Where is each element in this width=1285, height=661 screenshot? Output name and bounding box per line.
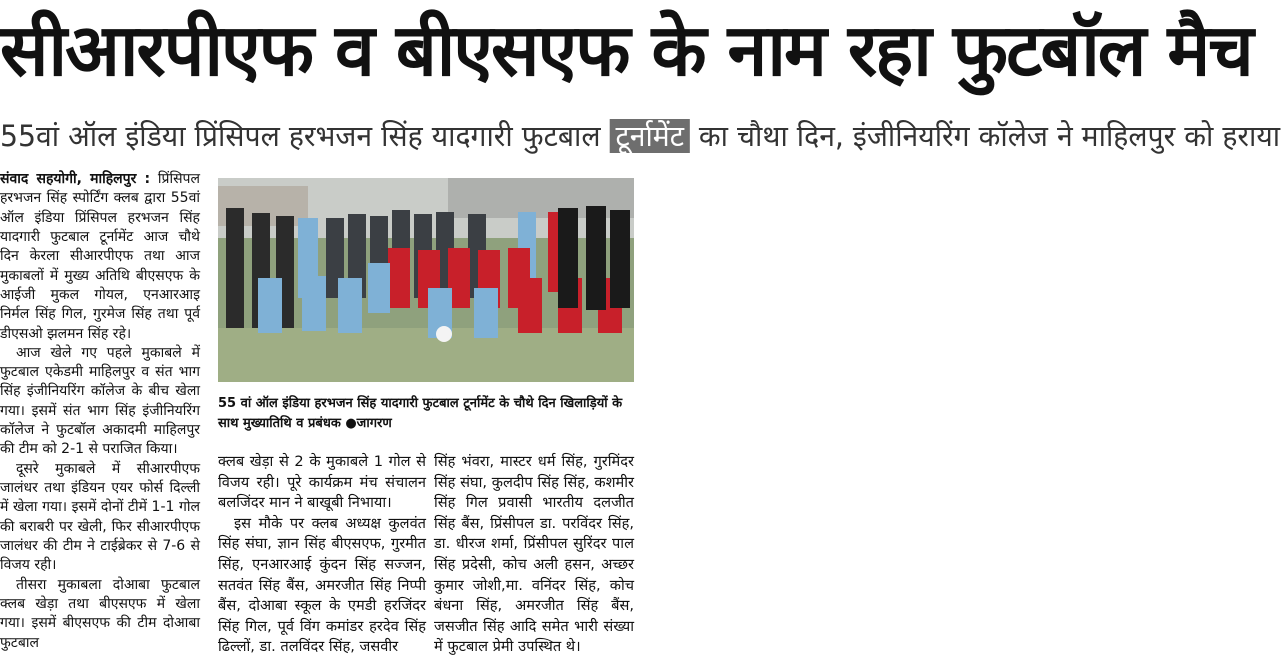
photo-caption <box>218 394 634 434</box>
team-photo <box>218 178 634 382</box>
subhead-highlight: टूर्नामेंट <box>610 119 690 153</box>
article-column-3 <box>434 452 634 658</box>
caption-text: 55 वां ऑल इंडिया हरभजन सिंह यादगारी फुटबाल टूर्नामेंट के चौथे दिन खिलाड़ियों के साथ मुख्यातिथि व प्रबंधक <box>218 396 623 431</box>
caption-credit: ●जागरण <box>345 416 392 431</box>
article-column-2 <box>218 452 426 658</box>
article-paragraph: आज खेले गए पहले मुकाबले में फुटबाल एकेडमी माहिलपुर व संत भाग सिंह इंजीनियरिंग कॉलेज के बीच खेला गया। इसमें संत भाग सिंह इंजीनियरिंग कॉलेज ने फुटबॉल अकादमी माहिलपुर की टीम को 2-1 से पराजित किया। <box>0 344 200 458</box>
paragraph-text: प्रिंसिपल हरभजन सिंह स्पोर्टिंग क्लब द्वारा 55वां ऑल इंडिया प्रिंसिपल हरभजन सिंह यादगारी फुटबाल टूर्नामेंट आज चौथे दिन केरला सीआरपीएफ तथा आज मुकाबलों में मुख्य अतिथि बीएसएफ के आईजी मुकल गोयल, एनआरआइ निर्मल सिंह गिल, गुरमेज सिंह तथा पूर्व डीएसओ झलमन सिंह रहे। <box>0 171 200 342</box>
dateline: संवाद सहयोगी, माहिलपुर : <box>0 171 151 187</box>
article-paragraph: क्लब खेड़ा से 2 के मुकाबले 1 गोल से विजय रही। पूरे कार्यक्रम मंच संचालन बलजिंदर मान ने बाखूबी निभाया। <box>218 453 426 512</box>
article-column-1 <box>0 170 200 653</box>
article-paragraph: दूसरे मुकाबले में सीआरपीएफ जालंधर तथा इंडियन एयर फोर्स दिल्ली में खेला गया। इसमें दोनों टीमें 1-1 गोल की बराबरी पर खेली, फिर सीआरपीएफ जालंधर की टीम ने टाईब्रेकर से 7-6 से विजय रही। <box>0 460 200 574</box>
headline: सीआरपीएफ व बीएसएफ के नाम रहा फुटबॉल मैच <box>0 8 1252 92</box>
subheadline <box>0 112 1281 160</box>
team-photo-illustration <box>218 178 634 382</box>
article-paragraph: इस मौके पर क्लब अध्यक्ष कुलवंत सिंह संघा, ज्ञान सिंह बीएसएफ, गुरमीत सिंह, एनआरआई कुंदन सिंह सज्जन, सतवंत सिंह बैंस, अमरजीत सिंह निप्पी बैंस, दोआबा स्कूल के एमडी हरजिंदर सिंह गिल, पूर्व विंग कमांडर हरदेव सिंह ढिल्लों, डा. तलविंदर सिंह, जसवीर <box>218 514 426 656</box>
article-paragraph: सिंह भंवरा, मास्टर धर्म सिंह, गुरमिंदर सिंह संघा, कुलदीप सिंह सिंह, कशमीर सिंह गिल प्रवासी भारतीय दलजीत सिंह बैंस, प्रिंसीपल डा. परविंदर सिंह, डा. धीरज शर्मा, प्रिंसीपल सुरिंदर पाल सिंह प्रदेसी, कोच अली हसन, अच्छर कुमार जोशी,मा. वनिंदर सिंह, कोच बंधना सिंह, अमरजीत सिंह बैंस, जसजीत सिंह आदि समेत भारी संख्या में फुटबाल प्रेमी उपस्थित थे। <box>434 453 634 656</box>
article-paragraph <box>0 170 200 344</box>
subhead-part-2: का चौथा दिन, इंजीनियरिंग कॉलेज ने माहिलपुर को हराया <box>689 119 1281 153</box>
subhead-part-1: 55वां ऑल इंडिया प्रिंसिपल हरभजन सिंह यादगारी फुटबाल <box>0 119 610 153</box>
article-paragraph: तीसरा मुकाबला दोआबा फुटबाल क्लब खेड़ा तथा बीएसएफ में खेला गया। इसमें बीएसएफ की टीम दोआबा फुटबाल <box>0 576 200 651</box>
